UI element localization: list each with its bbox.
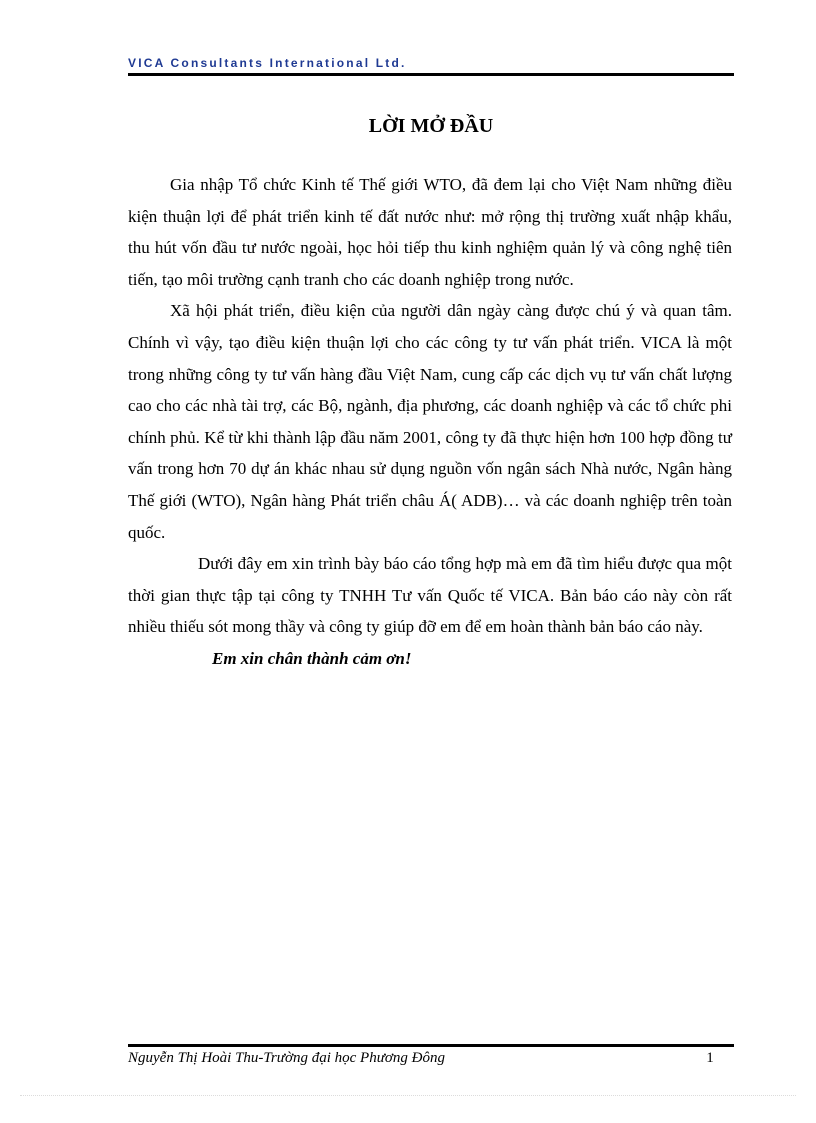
paragraph-2: Xã hội phát triển, điều kiện của người dân ngày càng được chú ý và quan tâm. Chính vì vậy, tạo điều kiện thuận lợi cho các công ty tư vấn phát triển. VICA là một trong những công ty tư vấn hàng đầu Việt Nam, cung cấp các dịch vụ tư vấn chất lượng cao cho các nhà tài trợ, các Bộ, ngành, địa phương, các doanh nghiệp và các tổ chức phi chính phủ. Kể từ khi thành lập đầu năm 2001, công ty đã thực hiện hơn 100 hợp đồng tư vấn trong hơn 70 dự án khác nhau sử dụng nguồn vốn ngân sách Nhà nước, Ngân hàng Thế giới (WTO), Ngân hàng Phát triển châu Á( ADB)… và các doanh nghiệp trên toàn quốc. — [128, 301, 732, 542]
body-text — [128, 169, 732, 675]
paragraph-3: Dưới đây em xin trình bày báo cáo tổng hợp mà em đã tìm hiểu được qua một thời gian thực tập tại công ty TNHH Tư vấn Quốc tế VICA. Bản báo cáo này còn rất nhiều thiếu sót mong thầy và công ty giúp đỡ em để em hoàn thành bản báo cáo này. — [128, 554, 732, 637]
page-title: LỜI MỞ ĐẦU — [368, 115, 494, 137]
page-number: 1 — [706, 1050, 714, 1066]
closing-thanks: Em xin chân thành cảm ơn! — [212, 648, 412, 668]
header-company-name: VICA Consultants International Ltd. — [128, 56, 407, 70]
footer-rule — [128, 1044, 734, 1047]
paragraph-1: Gia nhập Tổ chức Kinh tế Thế giới WTO, đã đem lại cho Việt Nam những điều kiện thuận lợi để phát triển kinh tế đất nước như: mở rộng thị trường xuất nhập khẩu, thu hút vốn đầu tư nước ngoài, học hỏi tiếp thu kinh nghiệm quản lý và công nghệ tiên tiến, tạo môi trường cạnh tranh cho các doanh nghiệp trong nước. — [128, 175, 732, 289]
footer-author-school: Nguyễn Thị Hoài Thu-Trường đại học Phương Đông — [128, 1050, 445, 1066]
header-rule — [128, 73, 734, 76]
page-edge-divider — [20, 1095, 796, 1096]
